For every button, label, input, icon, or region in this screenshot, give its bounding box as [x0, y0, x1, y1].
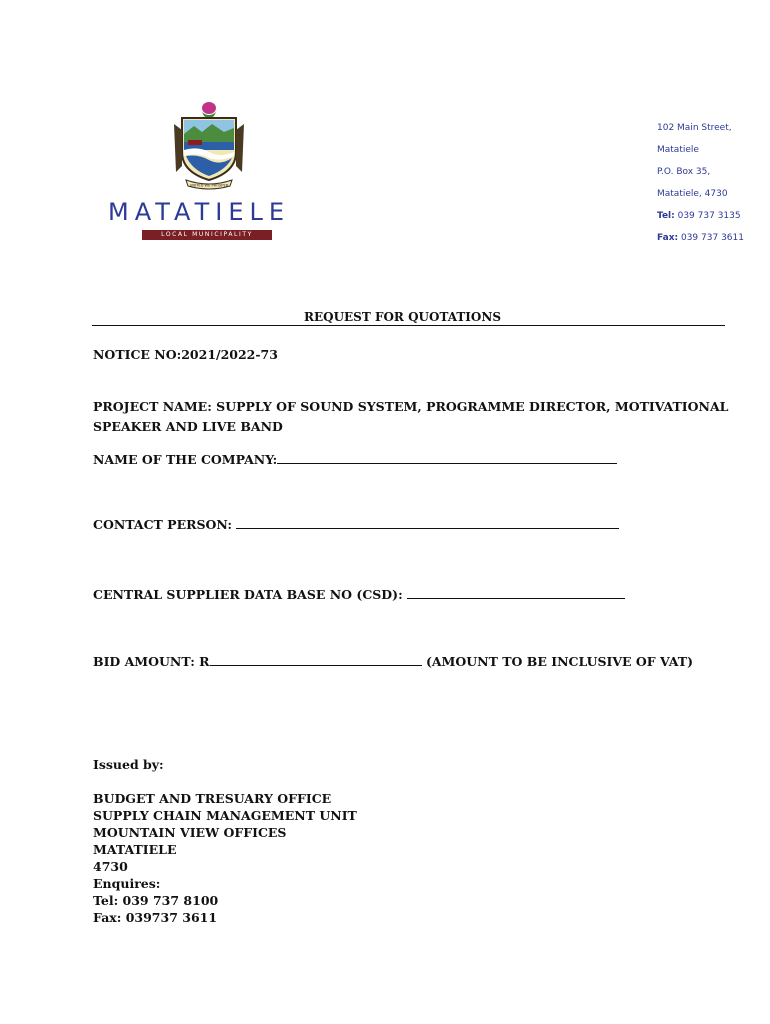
notice-number: NOTICE NO:2021/2022-73 [93, 347, 278, 362]
issued-line-2: SUPPLY CHAIN MANAGEMENT UNIT [93, 808, 357, 823]
csd-number-field [93, 587, 625, 602]
contact-person-field [93, 517, 619, 532]
tel-label: Tel: [657, 211, 675, 221]
issued-line-4: MATATIELE [93, 842, 177, 857]
address-line-1: 102 Main Street, [657, 123, 732, 133]
address-line-2: Matatiele [657, 145, 699, 155]
project-name-line-1: PROJECT NAME: SUPPLY OF SOUND SYSTEM, PROGRAMME DIRECTOR, MOTIVATIONAL [93, 399, 729, 414]
municipal-crest-logo [168, 100, 250, 192]
company-name-field [93, 452, 617, 467]
bid-amount-label: BID AMOUNT: R [93, 654, 210, 669]
company-name-label: NAME OF THE COMPANY: [93, 452, 278, 467]
issued-line-6: Enquires: [93, 876, 161, 891]
document-title: REQUEST FOR QUOTATIONS [304, 310, 502, 324]
logo-wordmark: MATATIELE [108, 198, 291, 226]
contact-person-blank[interactable] [236, 518, 619, 529]
address-fax [657, 233, 744, 243]
fax-label: Fax: [657, 233, 679, 243]
issued-by-label: Issued by: [93, 757, 164, 772]
csd-number-label: CENTRAL SUPPLIER DATA BASE NO (CSD): [93, 587, 403, 602]
issued-line-3: MOUNTAIN VIEW OFFICES [93, 825, 287, 840]
bid-amount-field [93, 654, 693, 669]
issued-line-5: 4730 [93, 859, 128, 874]
fax-value: 039 737 3611 [680, 233, 744, 243]
issued-line-1: BUDGET AND TRESUARY OFFICE [93, 791, 332, 806]
tel-value: 039 737 3135 [677, 211, 741, 221]
project-name-line-2: SPEAKER AND LIVE BAND [93, 419, 283, 434]
bid-amount-note: (AMOUNT TO BE INCLUSIVE OF VAT) [425, 654, 693, 669]
issued-line-8: Fax: 039737 3611 [93, 910, 218, 925]
contact-person-label: CONTACT PERSON: [93, 517, 233, 532]
logo-subtitle: LOCAL MUNICIPALITY [142, 230, 272, 240]
address-line-4: Matatiele, 4730 [657, 189, 728, 199]
company-name-blank[interactable] [277, 453, 617, 464]
address-line-3: P.O. Box 35, [657, 167, 711, 177]
issued-line-7: Tel: 039 737 8100 [93, 893, 219, 908]
csd-number-blank[interactable] [407, 588, 625, 599]
title-rule [92, 325, 725, 326]
crest-motto: UNITED WE PROSPER [189, 183, 229, 188]
bid-amount-blank[interactable] [210, 655, 422, 666]
address-tel [657, 211, 741, 221]
